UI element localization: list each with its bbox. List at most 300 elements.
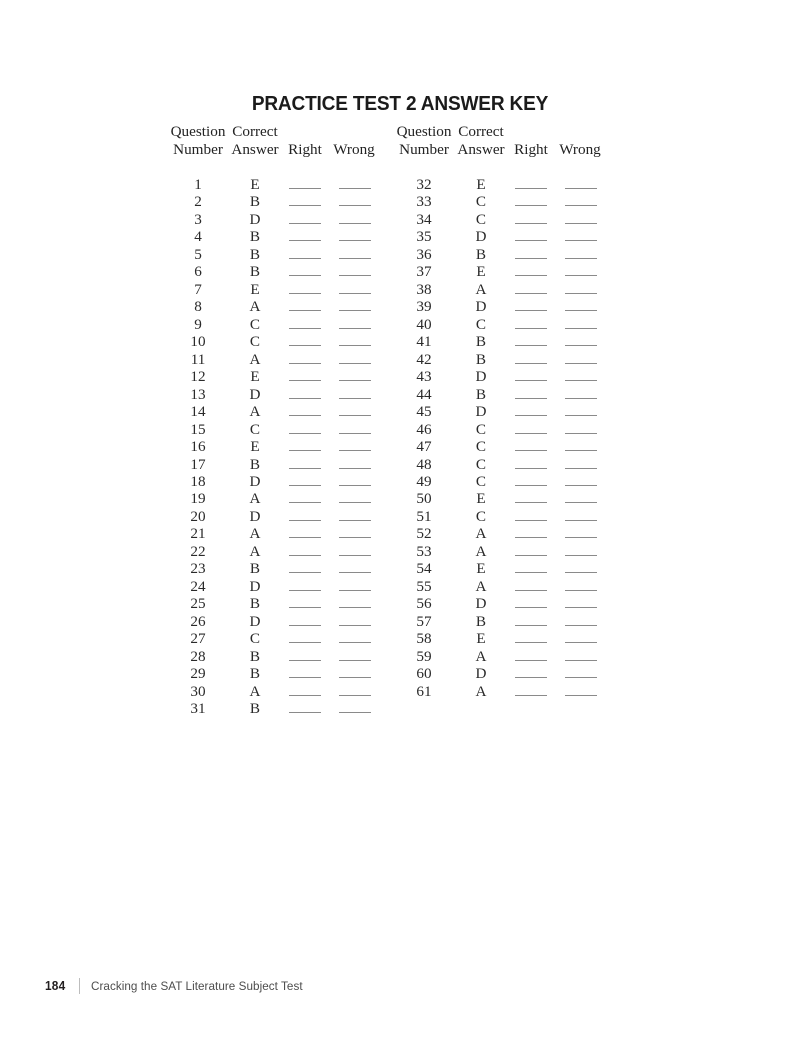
right-blank-line[interactable]	[515, 468, 547, 469]
right-blank-line[interactable]	[289, 520, 321, 521]
wrong-blank-line[interactable]	[565, 590, 597, 591]
table-row	[167, 560, 379, 577]
correct-answer: B	[249, 647, 261, 665]
right-blank-line[interactable]	[515, 625, 547, 626]
right-blank-line[interactable]	[515, 607, 547, 608]
question-number: 5	[194, 245, 202, 263]
correct-answer: A	[249, 542, 261, 560]
correct-answer: B	[475, 385, 487, 403]
table-row	[393, 403, 605, 420]
correct-answer: D	[249, 577, 261, 595]
table-row	[167, 630, 379, 647]
correct-answer: D	[249, 507, 261, 525]
wrong-blank-line[interactable]	[339, 258, 371, 259]
wrong-blank-line[interactable]	[565, 572, 597, 573]
right-blank-line[interactable]	[289, 433, 321, 434]
wrong-blank-line[interactable]	[339, 590, 371, 591]
correct-answer: B	[475, 245, 487, 263]
correct-answer: A	[249, 682, 261, 700]
right-blank-line[interactable]	[515, 240, 547, 241]
wrong-blank-line[interactable]	[339, 240, 371, 241]
table-row	[393, 333, 605, 350]
correct-answer: D	[475, 298, 487, 316]
wrong-blank-line[interactable]	[339, 433, 371, 434]
question-number: 53	[416, 542, 432, 560]
wrong-blank-line[interactable]	[339, 380, 371, 381]
header-right: Right	[288, 140, 322, 158]
wrong-blank-line[interactable]	[565, 625, 597, 626]
wrong-blank-line[interactable]	[339, 537, 371, 538]
answer-rows-right	[393, 176, 605, 700]
wrong-blank-line[interactable]	[339, 310, 371, 311]
question-number: 21	[190, 525, 206, 543]
table-row	[167, 613, 379, 630]
right-blank-line[interactable]	[289, 275, 321, 276]
table-row	[393, 421, 605, 438]
question-number: 9	[194, 315, 202, 333]
question-number: 32	[416, 176, 432, 193]
table-row	[167, 228, 379, 245]
right-blank-line[interactable]	[289, 398, 321, 399]
question-number: 42	[416, 350, 432, 368]
wrong-blank-line[interactable]	[565, 502, 597, 503]
correct-answer: C	[249, 630, 261, 648]
header-wrong: Wrong	[559, 140, 601, 158]
wrong-blank-line[interactable]	[339, 450, 371, 451]
right-blank-line[interactable]	[515, 537, 547, 538]
correct-answer: E	[250, 280, 260, 298]
correct-answer: C	[475, 455, 487, 473]
table-row	[393, 211, 605, 228]
wrong-blank-line[interactable]	[565, 275, 597, 276]
question-number: 37	[416, 263, 432, 281]
question-number: 12	[190, 368, 206, 386]
wrong-blank-line[interactable]	[565, 555, 597, 556]
right-blank-line[interactable]	[515, 415, 547, 416]
wrong-blank-line[interactable]	[565, 205, 597, 206]
question-number: 40	[416, 315, 432, 333]
question-number: 26	[190, 612, 206, 630]
wrong-blank-line[interactable]	[565, 468, 597, 469]
correct-answer: A	[475, 542, 487, 560]
table-row	[167, 595, 379, 612]
wrong-blank-line[interactable]	[339, 398, 371, 399]
question-number: 51	[416, 507, 432, 525]
wrong-blank-line[interactable]	[339, 607, 371, 608]
wrong-blank-line[interactable]	[565, 293, 597, 294]
right-blank-line[interactable]	[515, 188, 547, 189]
wrong-blank-line[interactable]	[565, 537, 597, 538]
wrong-blank-line[interactable]	[565, 345, 597, 346]
correct-answer: C	[249, 333, 261, 351]
question-number: 30	[190, 682, 206, 700]
correct-answer: C	[475, 472, 487, 490]
wrong-blank-line[interactable]	[565, 520, 597, 521]
right-blank-line[interactable]	[289, 572, 321, 573]
correct-answer: A	[249, 350, 261, 368]
question-number: 57	[416, 612, 432, 630]
right-blank-line[interactable]	[289, 345, 321, 346]
right-blank-line[interactable]	[289, 450, 321, 451]
correct-answer: C	[475, 507, 487, 525]
correct-answer: D	[249, 385, 261, 403]
right-blank-line[interactable]	[289, 258, 321, 259]
right-blank-line[interactable]	[515, 660, 547, 661]
wrong-blank-line[interactable]	[339, 520, 371, 521]
header-question-number-line2: Number	[399, 140, 449, 158]
table-row	[167, 525, 379, 542]
right-blank-line[interactable]	[289, 607, 321, 608]
table-row	[393, 316, 605, 333]
column-headers-right	[393, 123, 605, 161]
correct-answer: A	[475, 682, 487, 700]
wrong-blank-line[interactable]	[565, 607, 597, 608]
header-correct-answer-line1: Correct	[458, 123, 504, 140]
table-row	[393, 578, 605, 595]
table-row	[167, 368, 379, 385]
wrong-blank-line[interactable]	[339, 677, 371, 678]
table-row	[167, 333, 379, 350]
table-row	[167, 578, 379, 595]
right-blank-line[interactable]	[515, 258, 547, 259]
wrong-blank-line[interactable]	[339, 502, 371, 503]
right-blank-line[interactable]	[289, 625, 321, 626]
right-blank-line[interactable]	[289, 642, 321, 643]
table-row	[167, 193, 379, 210]
table-row	[393, 193, 605, 210]
answer-key-column-right	[393, 123, 605, 700]
wrong-blank-line[interactable]	[339, 205, 371, 206]
wrong-blank-line[interactable]	[339, 572, 371, 573]
correct-answer: B	[249, 700, 261, 718]
table-row	[167, 421, 379, 438]
right-blank-line[interactable]	[515, 223, 547, 224]
right-blank-line[interactable]	[289, 363, 321, 364]
wrong-blank-line[interactable]	[339, 660, 371, 661]
question-number: 24	[190, 577, 206, 595]
question-number: 20	[190, 507, 206, 525]
correct-answer: A	[249, 403, 261, 421]
right-blank-line[interactable]	[289, 328, 321, 329]
question-number: 41	[416, 333, 432, 351]
correct-answer: A	[249, 298, 261, 316]
right-blank-line[interactable]	[515, 642, 547, 643]
right-blank-line[interactable]	[515, 450, 547, 451]
table-row	[393, 630, 605, 647]
correct-answer: E	[476, 263, 486, 281]
right-blank-line[interactable]	[289, 380, 321, 381]
question-number: 10	[190, 333, 206, 351]
table-row	[167, 490, 379, 507]
wrong-blank-line[interactable]	[339, 642, 371, 643]
question-number: 34	[416, 210, 432, 228]
question-number: 2	[194, 193, 202, 211]
question-number: 54	[416, 560, 432, 578]
correct-answer: C	[249, 315, 261, 333]
footer-divider	[79, 978, 80, 994]
wrong-blank-line[interactable]	[339, 328, 371, 329]
table-row	[167, 665, 379, 682]
table-row	[393, 298, 605, 315]
right-blank-line[interactable]	[289, 223, 321, 224]
table-row	[167, 683, 379, 700]
right-blank-line[interactable]	[289, 712, 321, 713]
right-blank-line[interactable]	[515, 275, 547, 276]
wrong-blank-line[interactable]	[339, 555, 371, 556]
right-blank-line[interactable]	[515, 590, 547, 591]
question-number: 28	[190, 647, 206, 665]
right-blank-line[interactable]	[289, 188, 321, 189]
right-blank-line[interactable]	[289, 293, 321, 294]
question-number: 49	[416, 472, 432, 490]
correct-answer: B	[249, 193, 261, 211]
question-number: 8	[194, 298, 202, 316]
right-blank-line[interactable]	[515, 328, 547, 329]
right-blank-line[interactable]	[515, 380, 547, 381]
table-row	[393, 595, 605, 612]
table-row	[393, 648, 605, 665]
question-number: 50	[416, 490, 432, 508]
table-row	[393, 508, 605, 525]
wrong-blank-line[interactable]	[339, 712, 371, 713]
correct-answer: B	[475, 333, 487, 351]
question-number: 52	[416, 525, 432, 543]
question-number: 1	[194, 176, 202, 193]
correct-answer: C	[475, 193, 487, 211]
question-number: 4	[194, 228, 202, 246]
correct-answer: D	[249, 210, 261, 228]
right-blank-line[interactable]	[515, 398, 547, 399]
wrong-blank-line[interactable]	[565, 433, 597, 434]
correct-answer: C	[249, 420, 261, 438]
table-row	[167, 316, 379, 333]
right-blank-line[interactable]	[289, 590, 321, 591]
question-number: 22	[190, 542, 206, 560]
correct-answer: D	[249, 612, 261, 630]
wrong-blank-line[interactable]	[339, 293, 371, 294]
footer-page-number: 184	[45, 979, 66, 993]
question-number: 56	[416, 595, 432, 613]
question-number: 27	[190, 630, 206, 648]
wrong-blank-line[interactable]	[339, 468, 371, 469]
header-correct-answer-line2: Answer	[457, 140, 505, 158]
right-blank-line[interactable]	[515, 677, 547, 678]
correct-answer: B	[249, 665, 261, 683]
question-number: 3	[194, 210, 202, 228]
right-blank-line[interactable]	[289, 205, 321, 206]
right-blank-line[interactable]	[515, 485, 547, 486]
question-number: 36	[416, 245, 432, 263]
table-row	[393, 281, 605, 298]
correct-answer: A	[249, 490, 261, 508]
wrong-blank-line[interactable]	[565, 660, 597, 661]
table-row	[167, 351, 379, 368]
correct-answer: A	[475, 525, 487, 543]
correct-answer: E	[250, 438, 260, 456]
table-row	[167, 700, 379, 717]
wrong-blank-line[interactable]	[565, 415, 597, 416]
correct-answer: D	[475, 228, 487, 246]
correct-answer: A	[475, 280, 487, 298]
right-blank-line[interactable]	[515, 502, 547, 503]
wrong-blank-line[interactable]	[565, 328, 597, 329]
correct-answer: D	[475, 403, 487, 421]
wrong-blank-line[interactable]	[565, 310, 597, 311]
table-row	[167, 456, 379, 473]
question-number: 61	[416, 682, 432, 700]
correct-answer: E	[476, 560, 486, 578]
table-row	[167, 246, 379, 263]
correct-answer: B	[249, 263, 261, 281]
correct-answer: C	[475, 315, 487, 333]
question-number: 44	[416, 385, 432, 403]
table-row	[393, 473, 605, 490]
right-blank-line[interactable]	[515, 205, 547, 206]
correct-answer: B	[249, 560, 261, 578]
wrong-blank-line[interactable]	[565, 188, 597, 189]
wrong-blank-line[interactable]	[339, 415, 371, 416]
correct-answer: B	[475, 350, 487, 368]
table-row	[393, 438, 605, 455]
table-row	[167, 298, 379, 315]
correct-answer: E	[476, 630, 486, 648]
table-row	[167, 386, 379, 403]
table-row	[167, 403, 379, 420]
question-number: 29	[190, 665, 206, 683]
right-blank-line[interactable]	[515, 293, 547, 294]
question-number: 59	[416, 647, 432, 665]
wrong-blank-line[interactable]	[565, 642, 597, 643]
right-blank-line[interactable]	[289, 502, 321, 503]
wrong-blank-line[interactable]	[565, 485, 597, 486]
table-row	[393, 560, 605, 577]
question-number: 23	[190, 560, 206, 578]
question-number: 25	[190, 595, 206, 613]
question-number: 31	[190, 700, 206, 718]
table-row	[167, 176, 379, 193]
correct-answer: C	[475, 210, 487, 228]
question-number: 14	[190, 403, 206, 421]
right-blank-line[interactable]	[515, 520, 547, 521]
table-row	[167, 211, 379, 228]
wrong-blank-line[interactable]	[339, 695, 371, 696]
right-blank-line[interactable]	[515, 695, 547, 696]
header-question-number-line1: Question	[170, 123, 226, 140]
column-headers-left	[167, 123, 379, 161]
header-correct-answer-line1: Correct	[232, 123, 278, 140]
question-number: 17	[190, 455, 206, 473]
wrong-blank-line[interactable]	[565, 677, 597, 678]
wrong-blank-line[interactable]	[565, 258, 597, 259]
table-row	[393, 525, 605, 542]
answer-key-column-left	[167, 123, 379, 718]
question-number: 55	[416, 577, 432, 595]
table-row	[393, 613, 605, 630]
table-row	[393, 246, 605, 263]
question-number: 19	[190, 490, 206, 508]
right-blank-line[interactable]	[289, 415, 321, 416]
question-number: 16	[190, 438, 206, 456]
wrong-blank-line[interactable]	[339, 345, 371, 346]
correct-answer: B	[249, 228, 261, 246]
wrong-blank-line[interactable]	[339, 485, 371, 486]
wrong-blank-line[interactable]	[565, 380, 597, 381]
table-row	[167, 281, 379, 298]
question-number: 33	[416, 193, 432, 211]
right-blank-line[interactable]	[289, 485, 321, 486]
table-row	[393, 543, 605, 560]
wrong-blank-line[interactable]	[565, 398, 597, 399]
wrong-blank-line[interactable]	[565, 363, 597, 364]
right-blank-line[interactable]	[289, 468, 321, 469]
wrong-blank-line[interactable]	[339, 363, 371, 364]
right-blank-line[interactable]	[515, 310, 547, 311]
right-blank-line[interactable]	[515, 572, 547, 573]
answer-rows-left	[167, 176, 379, 718]
table-row	[393, 228, 605, 245]
wrong-blank-line[interactable]	[565, 223, 597, 224]
table-row	[167, 438, 379, 455]
question-number: 6	[194, 263, 202, 281]
wrong-blank-line[interactable]	[565, 450, 597, 451]
table-row	[393, 351, 605, 368]
wrong-blank-line[interactable]	[339, 625, 371, 626]
correct-answer: A	[249, 525, 261, 543]
correct-answer: B	[249, 455, 261, 473]
table-row	[393, 263, 605, 280]
right-blank-line[interactable]	[289, 695, 321, 696]
table-row	[167, 648, 379, 665]
header-wrong: Wrong	[333, 140, 375, 158]
table-row	[393, 490, 605, 507]
table-row	[393, 683, 605, 700]
correct-answer: A	[475, 577, 487, 595]
right-blank-line[interactable]	[515, 363, 547, 364]
header-question-number-line1: Question	[396, 123, 452, 140]
correct-answer: D	[249, 472, 261, 490]
correct-answer: E	[476, 176, 486, 193]
correct-answer: C	[475, 438, 487, 456]
right-blank-line[interactable]	[515, 555, 547, 556]
right-blank-line[interactable]	[289, 677, 321, 678]
right-blank-line[interactable]	[289, 537, 321, 538]
right-blank-line[interactable]	[289, 240, 321, 241]
table-row	[167, 543, 379, 560]
page-title: PRACTICE TEST 2 ANSWER KEY	[251, 92, 549, 115]
wrong-blank-line[interactable]	[565, 240, 597, 241]
table-row	[167, 473, 379, 490]
wrong-blank-line[interactable]	[565, 695, 597, 696]
wrong-blank-line[interactable]	[339, 188, 371, 189]
question-number: 39	[416, 298, 432, 316]
question-number: 45	[416, 403, 432, 421]
question-number: 60	[416, 665, 432, 683]
correct-answer: D	[475, 665, 487, 683]
question-number: 48	[416, 455, 432, 473]
right-blank-line[interactable]	[289, 660, 321, 661]
table-row	[393, 368, 605, 385]
right-blank-line[interactable]	[515, 345, 547, 346]
question-number: 11	[190, 350, 206, 368]
right-blank-line[interactable]	[289, 310, 321, 311]
right-blank-line[interactable]	[289, 555, 321, 556]
wrong-blank-line[interactable]	[339, 223, 371, 224]
wrong-blank-line[interactable]	[339, 275, 371, 276]
question-number: 18	[190, 472, 206, 490]
question-number: 47	[416, 438, 432, 456]
right-blank-line[interactable]	[515, 433, 547, 434]
correct-answer: C	[475, 420, 487, 438]
